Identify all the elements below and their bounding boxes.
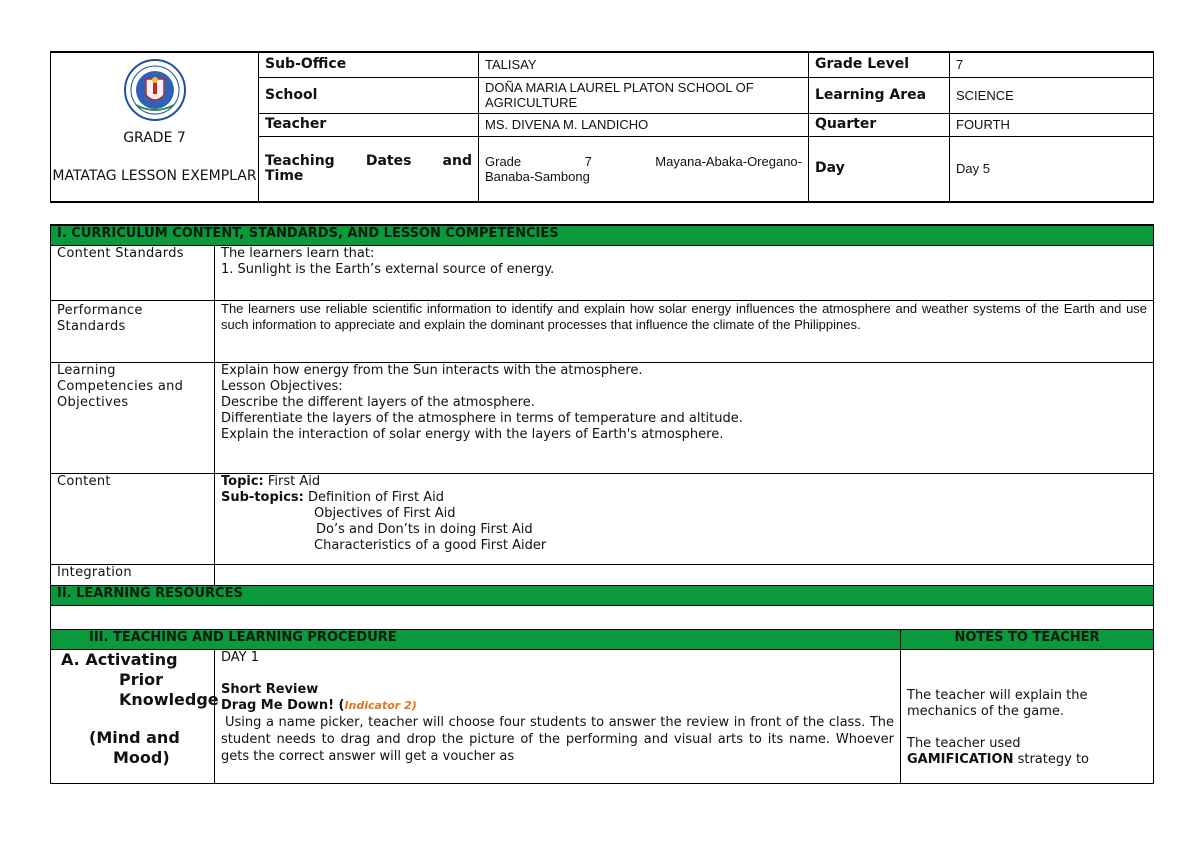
subtopic-item: Objectives of First Aid	[314, 505, 456, 521]
topic-line	[221, 474, 1147, 490]
subtopic-item: Characteristics of a good First Aider	[314, 537, 547, 553]
competencies-label: Learning Competencies and Objectives	[51, 362, 215, 473]
teaching-dates-value-line2: Banaba-Sambong	[485, 168, 590, 184]
section-3-header: III. TEACHING AND LEARNING PROCEDURE	[51, 629, 901, 649]
teaching-dates-value	[479, 136, 809, 202]
teaching-dates-label-line2: Time	[265, 167, 304, 184]
quarter-value: FOURTH	[950, 113, 1154, 136]
teacher-note: The teacher will explain the mechanics of the game.	[907, 687, 1088, 719]
topic-label: Topic:	[221, 473, 264, 489]
section-2-header: II. LEARNING RESOURCES	[51, 585, 1154, 605]
activating-label: A. Activating	[61, 649, 178, 669]
teacher-note-strategy	[907, 752, 1147, 768]
competency-line: Differentiate the layers of the atmosphere in terms of temperature and altitude.	[221, 410, 743, 426]
competency-line: Describe the different layers of the atmosphere.	[221, 394, 535, 410]
day-value: Day 5	[950, 136, 1154, 202]
exemplar-title: MATATAG LESSON EXEMPLAR	[52, 168, 257, 184]
subtopic-item: Do’s and Don’ts in doing First Aid	[316, 521, 533, 537]
integration-label: Integration	[51, 564, 215, 585]
teacher-value: MS. DIVENA M. LANDICHO	[479, 113, 809, 136]
day-label: Day	[809, 136, 950, 202]
sub-office-label: Sub-Office	[259, 52, 479, 77]
strategy-name: GAMIFICATION	[907, 751, 1014, 767]
teaching-dates-value-line1: Grade 7 Mayana-Abaka-Oregano-	[485, 153, 802, 169]
teacher-label: Teacher	[259, 113, 479, 136]
sub-office-value: TALISAY	[479, 52, 809, 77]
subtopics-label: Sub-topics:	[221, 489, 304, 505]
grade-level-value: 7	[950, 52, 1154, 77]
notes-header: NOTES TO TEACHER	[901, 629, 1154, 649]
quarter-label: Quarter	[809, 113, 950, 136]
strategy-suffix: strategy to	[1017, 751, 1089, 767]
subtopic-item: Definition of First Aid	[308, 489, 445, 505]
content-cell	[215, 473, 1154, 564]
procedure-text: Using a name picker, teacher will choose four students to answer the review in front of the class. The student needs to drag and drop the picture of the performing and visual arts to its name. Whoever gets the correct answer will get a voucher as	[221, 714, 894, 764]
learning-area-value: SCIENCE	[950, 77, 1154, 113]
teaching-dates-label	[259, 136, 479, 202]
content-label: Content	[51, 473, 215, 564]
activating-procedure-cell	[215, 649, 901, 783]
mind-mood-label: (Mind and	[89, 727, 180, 747]
mind-mood-label: Mood)	[113, 747, 170, 767]
activating-label-cell	[51, 649, 219, 783]
subtopics-line	[221, 490, 1147, 506]
game-title: Drag Me Down! (	[221, 697, 345, 713]
grade-level-label: Grade Level	[809, 52, 950, 77]
day-heading: DAY 1	[221, 649, 260, 665]
lesson-table	[50, 224, 1154, 784]
teaching-dates-label-line1: Teaching Dates and	[265, 152, 472, 169]
section-1-header: I. CURRICULUM CONTENT, STANDARDS, AND LESSON COMPETENCIES	[51, 225, 1154, 245]
topic-value: First Aid	[267, 473, 321, 489]
header-table	[50, 51, 1154, 203]
school-label: School	[259, 77, 479, 113]
competency-line: Explain how energy from the Sun interacts with the atmosphere.	[221, 362, 643, 378]
content-standards-line: The learners learn that:	[221, 245, 375, 261]
integration-value	[215, 564, 1154, 585]
short-review-title: Short Review	[221, 681, 319, 697]
activating-label: Prior	[119, 669, 163, 689]
logo-cell	[51, 52, 259, 202]
activating-label: Knowledge	[119, 689, 219, 709]
game-title-line	[221, 698, 894, 714]
school-value: DOÑA MARIA LAUREL PLATON SCHOOL OF AGRICULTURE	[479, 77, 809, 113]
deped-seal-icon	[106, 57, 204, 123]
content-standards-line: 1. Sunlight is the Earth’s external source of energy.	[221, 261, 555, 277]
notes-cell	[901, 649, 1154, 783]
teacher-note: The teacher used	[907, 735, 1021, 751]
performance-standards-text: The learners use reliable scientific information to identify and explain how solar energy influences the atmosphere and weather systems of the Earth and use such information to appreciate and explain the dominant processes that influence the climate of the Philippines.	[215, 300, 1154, 362]
content-standards-cell	[215, 245, 1154, 300]
learning-resources-cell	[51, 605, 1154, 629]
learning-area-label: Learning Area	[809, 77, 950, 113]
content-standards-label: Content Standards	[51, 245, 215, 300]
performance-standards-label: Performance Standards	[51, 300, 215, 362]
competencies-cell	[215, 362, 1154, 473]
indicator-tag: Indicator 2)	[344, 698, 417, 712]
grade-title: GRADE 7	[123, 130, 186, 146]
competency-line: Explain the interaction of solar energy with the layers of Earth's atmosphere.	[221, 426, 724, 442]
competency-line: Lesson Objectives:	[221, 378, 343, 394]
